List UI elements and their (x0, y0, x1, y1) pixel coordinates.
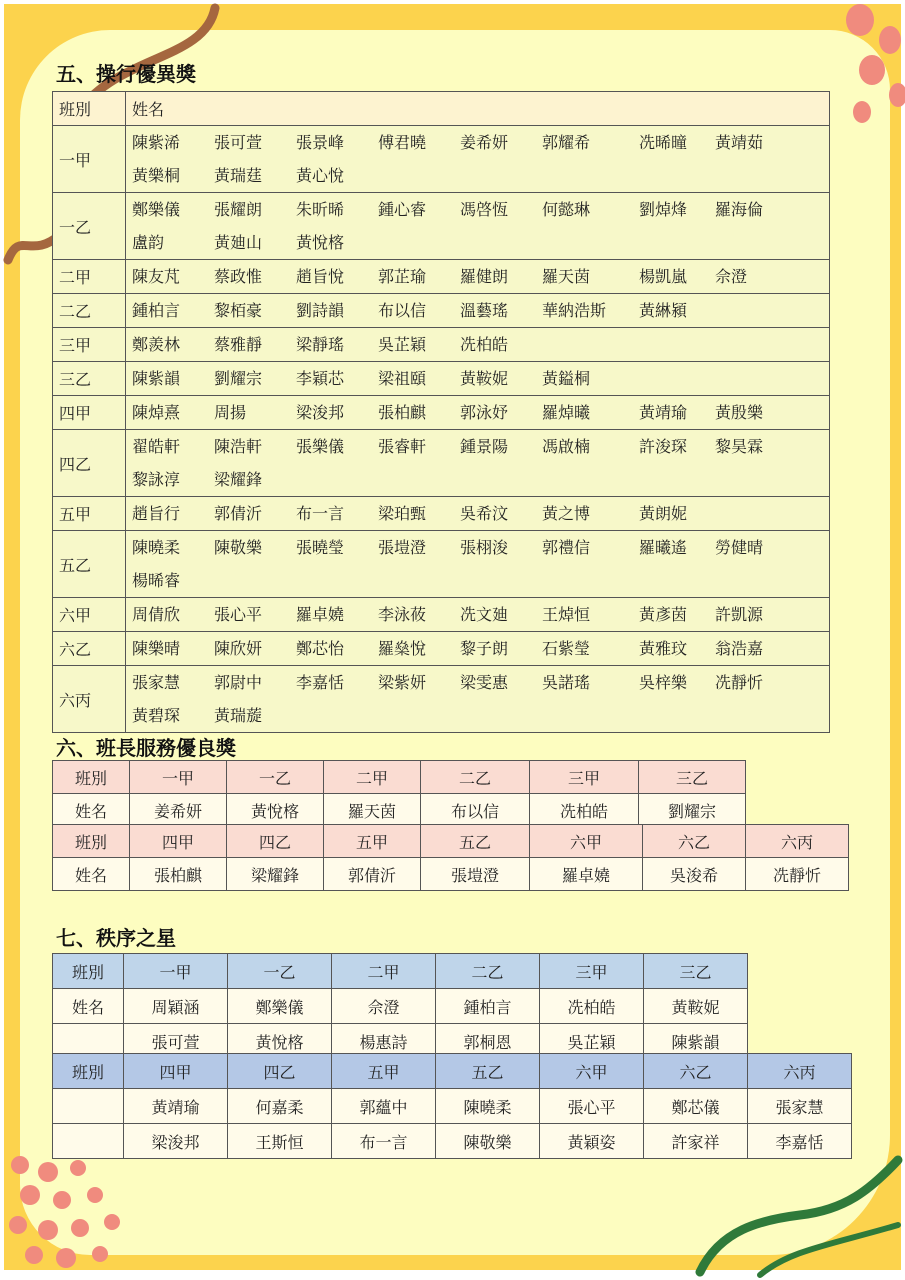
monitor-name-cell: 冼靜忻 (746, 858, 849, 891)
student-name: 姜希妍 (460, 133, 509, 152)
row-label-name: 姓名 (53, 858, 130, 891)
names-cell (126, 126, 830, 193)
student-name: 石紫瑩 (542, 639, 591, 658)
student-name: 鄭羨林 (132, 335, 181, 354)
student-name: 羅焯曦 (542, 403, 591, 422)
star-name-cell: 張可萱 (124, 1024, 228, 1059)
student-name: 黃靖瑜 (639, 403, 688, 422)
monitor-name-cell: 冼柏皓 (530, 794, 639, 827)
student-name: 陳友芃 (132, 267, 181, 286)
row-label-class: 班別 (53, 954, 124, 989)
student-name: 黃樂桐 (132, 166, 181, 185)
student-name: 黃之博 (542, 504, 591, 523)
student-name: 吳諾瑤 (542, 673, 591, 692)
student-name: 楊晞睿 (132, 571, 181, 590)
names-line (132, 396, 829, 429)
student-name: 李嘉恬 (296, 673, 345, 692)
star-name-cell: 陳紫韻 (644, 1024, 748, 1059)
names-line (132, 260, 829, 293)
class-header-cell: 六乙 (643, 825, 746, 858)
class-cell: 六丙 (53, 666, 126, 733)
star-name-cell: 周穎涵 (124, 989, 228, 1024)
names-line (132, 193, 829, 226)
student-name: 蔡雅靜 (214, 335, 263, 354)
section7-table-part1 (52, 953, 748, 1059)
class-header-cell: 五乙 (436, 1054, 540, 1089)
table-row (53, 294, 830, 328)
student-name: 陳樂晴 (132, 639, 181, 658)
names-line (132, 564, 829, 597)
table-row (53, 193, 830, 260)
student-name: 劉焯烽 (639, 200, 688, 219)
table-row (53, 126, 830, 193)
student-name: 黃碧琛 (132, 706, 181, 725)
class-cell: 四乙 (53, 430, 126, 497)
class-header-cell: 五甲 (332, 1054, 436, 1089)
student-name: 華納浩斯 (542, 301, 607, 320)
class-header-row (53, 825, 849, 858)
star-name-cell: 李嘉恬 (748, 1124, 852, 1159)
class-header-row (53, 954, 748, 989)
monitor-name-cell: 劉耀宗 (639, 794, 746, 827)
student-name: 張耀朗 (214, 200, 263, 219)
student-name: 蔡政惟 (214, 267, 263, 286)
student-name: 吳芷穎 (378, 335, 427, 354)
star-name-cell: 鍾柏言 (436, 989, 540, 1024)
table-row (53, 430, 830, 497)
name-row (53, 1124, 852, 1159)
student-name: 郭芷瑜 (378, 267, 427, 286)
student-name: 李穎芯 (296, 369, 345, 388)
section6-table-part2 (52, 824, 849, 891)
table-row (53, 666, 830, 733)
student-name: 馮啓恆 (460, 200, 509, 219)
class-cell: 六乙 (53, 632, 126, 666)
class-header-cell: 四乙 (228, 1054, 332, 1089)
names-cell (126, 362, 830, 396)
class-cell: 三乙 (53, 362, 126, 396)
student-name: 黃朗妮 (639, 504, 688, 523)
class-header-cell: 六甲 (540, 1054, 644, 1089)
student-name: 陳欣妍 (214, 639, 263, 658)
monitor-name-cell: 吳浚希 (643, 858, 746, 891)
student-name: 張家慧 (132, 673, 181, 692)
class-header-cell: 六丙 (746, 825, 849, 858)
student-name: 梁浚邦 (296, 403, 345, 422)
pink-dots-top-right-decoration (846, 4, 905, 123)
table-row (53, 362, 830, 396)
section6-table-part1 (52, 760, 746, 827)
names-line (132, 226, 829, 259)
student-name: 黃彥茵 (639, 605, 688, 624)
names-cell (126, 294, 830, 328)
student-name: 冼柏皓 (460, 335, 509, 354)
star-name-cell: 楊惠詩 (332, 1024, 436, 1059)
names-cell (126, 666, 830, 733)
student-name: 何懿琳 (542, 200, 591, 219)
student-name: 黃廸山 (214, 233, 263, 252)
student-name: 羅曦遙 (639, 538, 688, 557)
class-header-cell: 二甲 (332, 954, 436, 989)
student-name: 梁珀甄 (378, 504, 427, 523)
names-line (132, 497, 829, 530)
table-row (53, 260, 830, 294)
monitor-name-cell: 郭倩沂 (324, 858, 421, 891)
student-name: 許凱源 (715, 605, 764, 624)
names-cell (126, 531, 830, 598)
names-cell (126, 396, 830, 430)
class-cell: 二乙 (53, 294, 126, 328)
star-name-cell: 王斯恒 (228, 1124, 332, 1159)
class-cell: 二甲 (53, 260, 126, 294)
class-header-cell: 二乙 (421, 761, 530, 794)
class-cell: 三甲 (53, 328, 126, 362)
student-name: 布一言 (296, 504, 345, 523)
student-name: 黎栢豪 (214, 301, 263, 320)
star-name-cell: 黃悅楁 (228, 1024, 332, 1059)
student-name: 王焯恒 (542, 605, 591, 624)
class-header-cell: 四甲 (124, 1054, 228, 1089)
star-name-cell: 張家慧 (748, 1089, 852, 1124)
names-cell (126, 260, 830, 294)
student-name: 許浚琛 (639, 437, 688, 456)
monitor-name-cell: 張柏麒 (130, 858, 227, 891)
names-line (132, 328, 829, 361)
class-header-cell: 五乙 (421, 825, 530, 858)
class-cell: 六甲 (53, 598, 126, 632)
student-name: 劉耀宗 (214, 369, 263, 388)
student-name: 陳曉柔 (132, 538, 181, 557)
section5-title: 五、操行優異獎 (56, 62, 196, 86)
class-header-cell: 一乙 (227, 761, 324, 794)
student-name: 勞健晴 (715, 538, 764, 557)
student-name: 張塏澄 (378, 538, 427, 557)
monitor-name-cell: 布以信 (421, 794, 530, 827)
student-name: 羅燊悅 (378, 639, 427, 658)
student-name: 郭尉中 (214, 673, 263, 692)
student-name: 羅海倫 (715, 200, 764, 219)
class-header-cell: 三甲 (530, 761, 639, 794)
row-label-empty (53, 1124, 124, 1159)
section7-title: 七、秩序之星 (56, 926, 176, 950)
row-label-name: 姓名 (53, 794, 130, 827)
student-name: 黃靖茹 (715, 133, 764, 152)
names-cell (126, 632, 830, 666)
star-name-cell: 布一言 (332, 1124, 436, 1159)
student-name: 梁祖頤 (378, 369, 427, 388)
student-name: 陳紫韻 (132, 369, 181, 388)
table-row (53, 531, 830, 598)
student-name: 冼文廸 (460, 605, 509, 624)
names-cell (126, 193, 830, 260)
monitor-name-cell: 梁耀鋒 (227, 858, 324, 891)
student-name: 盧韵 (132, 233, 165, 252)
table-row (53, 328, 830, 362)
student-name: 黎詠淳 (132, 470, 181, 489)
student-name: 溫藝瑤 (460, 301, 509, 320)
section7-table-part2 (52, 1053, 852, 1159)
table-row (53, 632, 830, 666)
student-name: 李泳莜 (378, 605, 427, 624)
student-name: 趙旨行 (132, 504, 181, 523)
names-cell (126, 328, 830, 362)
student-name: 鍾心睿 (378, 200, 427, 219)
star-name-cell: 陳敬樂 (436, 1124, 540, 1159)
student-name: 梁靜瑤 (296, 335, 345, 354)
class-header-cell: 三乙 (639, 761, 746, 794)
student-name: 黃鞍妮 (460, 369, 509, 388)
student-name: 鄭芯怡 (296, 639, 345, 658)
class-header-row (53, 1054, 852, 1089)
monitor-name-cell: 羅卓嬈 (530, 858, 643, 891)
student-name: 黃雅玟 (639, 639, 688, 658)
names-cell (126, 497, 830, 531)
name-row (53, 794, 746, 827)
monitor-name-cell: 張塏澄 (421, 858, 530, 891)
names-cell (126, 598, 830, 632)
star-name-cell: 郭桐恩 (436, 1024, 540, 1059)
star-name-cell: 黃鞍妮 (644, 989, 748, 1024)
class-cell: 四甲 (53, 396, 126, 430)
star-name-cell: 冼柏皓 (540, 989, 644, 1024)
table-row (53, 396, 830, 430)
student-name: 張柏麒 (378, 403, 427, 422)
student-name: 劉詩韻 (296, 301, 345, 320)
star-name-cell: 梁浚邦 (124, 1124, 228, 1159)
star-name-cell: 許家祥 (644, 1124, 748, 1159)
names-line (132, 294, 829, 327)
star-name-cell: 吳芷穎 (540, 1024, 644, 1059)
student-name: 冼靜忻 (715, 673, 764, 692)
class-header-cell: 二甲 (324, 761, 421, 794)
names-line (132, 126, 829, 159)
student-name: 傅君曉 (378, 133, 427, 152)
student-name: 張樂儀 (296, 437, 345, 456)
monitor-name-cell: 黃悅楁 (227, 794, 324, 827)
table-row (53, 497, 830, 531)
class-column-header: 班別 (53, 92, 126, 126)
names-line (132, 666, 829, 699)
student-name: 張景峰 (296, 133, 345, 152)
section5-table (52, 91, 830, 733)
student-name: 佘澄 (715, 267, 748, 286)
student-name: 張心平 (214, 605, 263, 624)
star-name-cell: 佘澄 (332, 989, 436, 1024)
monitor-name-cell: 羅天茵 (324, 794, 421, 827)
table-header-row (53, 92, 830, 126)
names-line (132, 598, 829, 631)
class-cell: 五乙 (53, 531, 126, 598)
student-name: 鍾柏言 (132, 301, 181, 320)
student-name: 郭耀希 (542, 133, 591, 152)
names-line (132, 531, 829, 564)
names-line (132, 362, 829, 395)
table-row (53, 598, 830, 632)
student-name: 羅卓嬈 (296, 605, 345, 624)
class-header-cell: 一甲 (124, 954, 228, 989)
class-header-cell: 六乙 (644, 1054, 748, 1089)
student-name: 吳希汶 (460, 504, 509, 523)
student-name: 張睿軒 (378, 437, 427, 456)
student-name: 郭禮信 (542, 538, 591, 557)
class-header-cell: 一甲 (130, 761, 227, 794)
student-name: 黃鎰桐 (542, 369, 591, 388)
class-header-cell: 六丙 (748, 1054, 852, 1089)
star-name-cell: 鄭芯儀 (644, 1089, 748, 1124)
row-label-empty (53, 1089, 124, 1124)
class-header-cell: 一乙 (228, 954, 332, 989)
star-name-cell: 黃靖瑜 (124, 1089, 228, 1124)
section6-title: 六、班長服務優良獎 (56, 736, 236, 760)
class-header-cell: 四乙 (227, 825, 324, 858)
star-name-cell: 黃穎姿 (540, 1124, 644, 1159)
row-label-name: 姓名 (53, 989, 124, 1024)
name-row (53, 1089, 852, 1124)
student-name: 冼晞曈 (639, 133, 688, 152)
star-name-cell: 郭蘊中 (332, 1089, 436, 1124)
star-name-cell: 陳曉柔 (436, 1089, 540, 1124)
monitor-name-cell: 姜希妍 (130, 794, 227, 827)
student-name: 梁耀鋒 (214, 470, 263, 489)
student-name: 朱昕晞 (296, 200, 345, 219)
class-header-row (53, 761, 746, 794)
student-name: 陳敬樂 (214, 538, 263, 557)
student-name: 鍾景陽 (460, 437, 509, 456)
names-line (132, 699, 829, 732)
student-name: 黃悅楁 (296, 233, 345, 252)
class-header-cell: 二乙 (436, 954, 540, 989)
student-name: 陳浩軒 (214, 437, 263, 456)
student-name: 黃綝潁 (639, 301, 688, 320)
name-row (53, 989, 748, 1024)
student-name: 黃瑞蔙 (214, 706, 263, 725)
class-header-cell: 五甲 (324, 825, 421, 858)
student-name: 翁浩嘉 (715, 639, 764, 658)
student-name: 布以信 (378, 301, 427, 320)
student-name: 羅健朗 (460, 267, 509, 286)
name-row (53, 858, 849, 891)
student-name: 張曉瑩 (296, 538, 345, 557)
student-name: 吳梓樂 (639, 673, 688, 692)
star-name-cell: 張心平 (540, 1089, 644, 1124)
pink-dots-bottom-left-decoration (9, 1156, 120, 1268)
row-label-class: 班別 (53, 761, 130, 794)
student-name: 趙旨悅 (296, 267, 345, 286)
student-name: 馮啟楠 (542, 437, 591, 456)
student-name: 陳焯熹 (132, 403, 181, 422)
class-cell: 一乙 (53, 193, 126, 260)
student-name: 張栩浚 (460, 538, 509, 557)
class-header-cell: 三甲 (540, 954, 644, 989)
class-cell: 五甲 (53, 497, 126, 531)
student-name: 黎子朗 (460, 639, 509, 658)
name-column-header: 姓名 (126, 92, 830, 126)
student-name: 黃瑞莛 (214, 166, 263, 185)
student-name: 郭泳妤 (460, 403, 509, 422)
student-name: 張可萱 (214, 133, 263, 152)
student-name: 周倩欣 (132, 605, 181, 624)
student-name: 陳紫浠 (132, 133, 181, 152)
names-line (132, 430, 829, 463)
star-name-cell: 何嘉柔 (228, 1089, 332, 1124)
student-name: 楊凱嵐 (639, 267, 688, 286)
names-line (132, 463, 829, 496)
names-line (132, 632, 829, 665)
names-line (132, 159, 829, 192)
student-name: 黎昊霖 (715, 437, 764, 456)
class-header-cell: 六甲 (530, 825, 643, 858)
names-cell (126, 430, 830, 497)
green-curve-decoration-2 (760, 1225, 898, 1275)
class-cell: 一甲 (53, 126, 126, 193)
row-label-class: 班別 (53, 825, 130, 858)
student-name: 周揚 (214, 403, 247, 422)
student-name: 黃殷樂 (715, 403, 764, 422)
student-name: 羅天茵 (542, 267, 591, 286)
class-header-cell: 四甲 (130, 825, 227, 858)
class-header-cell: 三乙 (644, 954, 748, 989)
student-name: 鄭樂儀 (132, 200, 181, 219)
student-name: 黃心悅 (296, 166, 345, 185)
student-name: 梁紫妍 (378, 673, 427, 692)
student-name: 郭倩沂 (214, 504, 263, 523)
student-name: 翟皓軒 (132, 437, 181, 456)
star-name-cell: 鄭樂儀 (228, 989, 332, 1024)
row-label-class: 班別 (53, 1054, 124, 1089)
student-name: 梁雯惠 (460, 673, 509, 692)
